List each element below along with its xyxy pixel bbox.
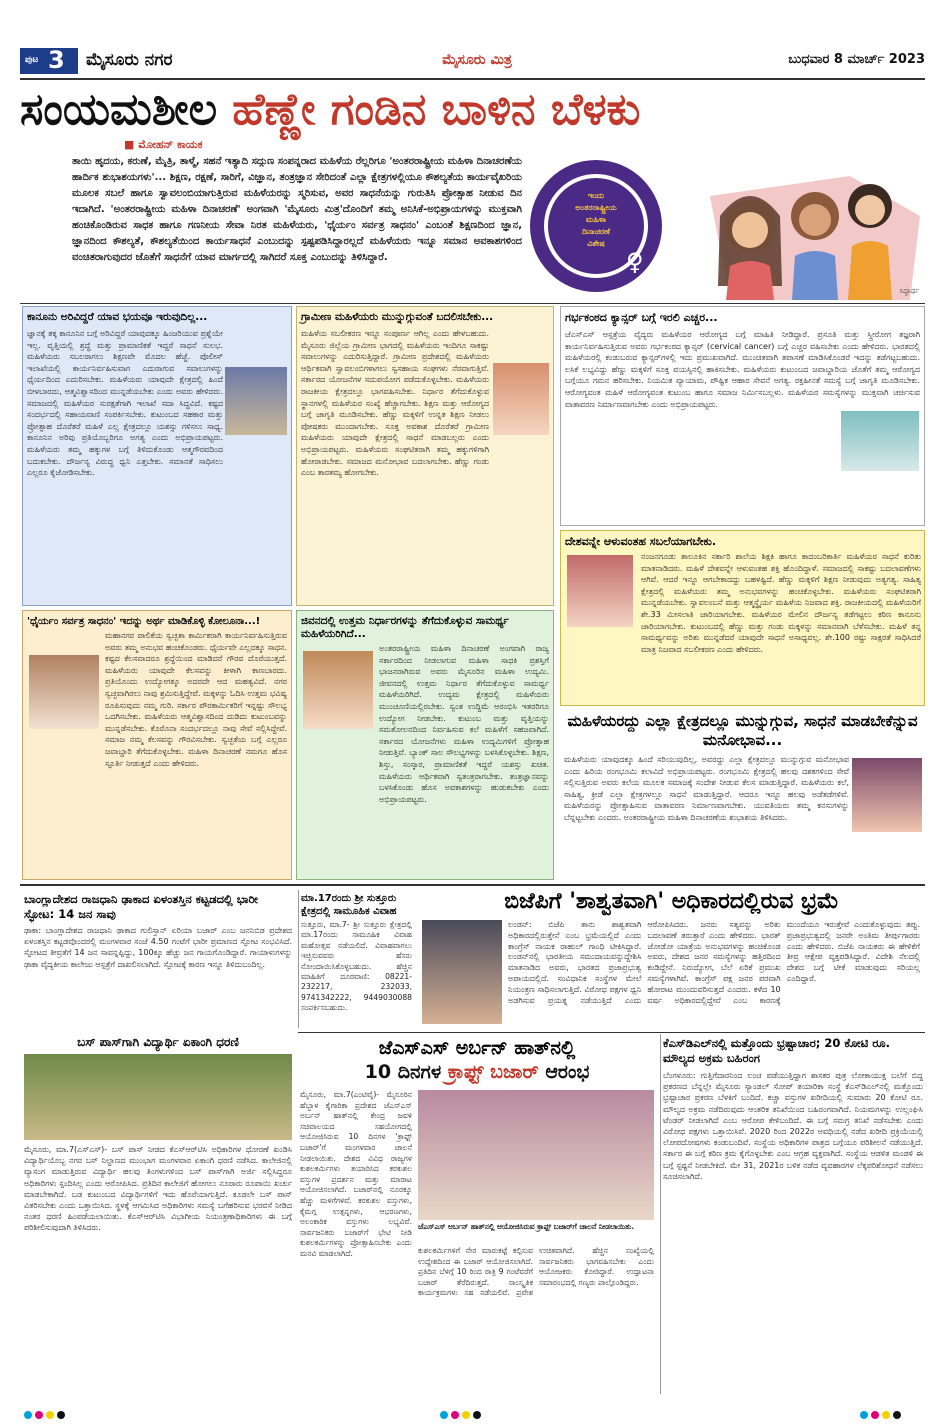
story-bjp-illusion-photo	[422, 920, 502, 1024]
story-craft-bazaar-caption: ಜೆಎಸ್‌ಎಸ್ ಅರ್ಬನ್ ಹಾತ್‌ನಲ್ಲಿ ಆಯೋಜಿಸಿರುವ ಕ್ರಾಫ್ಟ್ ಬಜಾರ್‌ಗೆ ಚಾಲನೆ ನೀಡಲಾಯಿತು.	[418, 1222, 635, 1231]
story-dhaka-blast-headline: ಬಾಂಗ್ಲಾದೇಶದ ರಾಜಧಾನಿ ಢಾಕಾದ ಏಳಂತಸ್ತಿನ ಕಟ್ಟಡದಲ್ಲಿ ಭಾರೀ ಸ್ಫೋಟ: 14 ಜನ ಸಾವು	[24, 892, 258, 921]
illustration-credit: ಸಿದ್ದಾರ್ಥ	[899, 287, 919, 295]
logo-line-3: ಮಹಿಳಾ	[585, 215, 607, 224]
byline	[124, 138, 324, 154]
story-dhaka-blast-body: ಢಾಕಾ: ಬಾಂಗ್ಲಾದೇಶದ ರಾಜಧಾನಿ ಢಾಕಾದ ಗುಲಿಸ್ತಾನ್ ಏರಿಯಾ ಬಜಾರ್ ಎಂಬ ಜನನಿಬಿಡ ಪ್ರದೇಶದ ಏಳಂತಸ್ತಿನ ಕಟ್ಟಡವೊಂದರಲ್ಲಿ ಮಂಗಳವಾರ ಸಂಜೆ 4.50 ಗಂಟೆಗೆ ಭಾರೀ ಪ್ರಮಾಣದ ಸ್ಫೋಟ ಸಂಭವಿಸಿದೆ. ಸ್ಫೋಟದ ತೀವ್ರತೆಗೆ 14 ಜನ ಸಾವನ್ನಪ್ಪಿದ್ದು, 100ಕ್ಕೂ ಹೆಚ್ಚು ಜನ ಗಾಯಗೊಂಡಿದ್ದಾರೆ. ಗಾಯಾಳುಗಳನ್ನು ಢಾಕಾ ವೈದ್ಯಕೀಯ ಕಾಲೇಜು ಆಸ್ಪತ್ರೆಗೆ ದಾಖಲಿಸಲಾಗಿದೆ. ಸ್ಫೋಟಕ್ಕೆ ಕಾರಣ ಇನ್ನೂ ತಿಳಿದುಬಂದಿಲ್ಲ.	[24, 926, 292, 969]
story-law-awareness-photo	[225, 367, 287, 435]
cyan-dot-icon	[860, 1411, 868, 1419]
story-craft-bazaar-photo	[418, 1090, 654, 1220]
black-dot-icon	[473, 1411, 481, 1419]
logo-line-2: ಅಂತರರಾಷ್ಟ್ರೀಯ	[575, 203, 617, 212]
masthead: ಮೈಸೂರು ಮಿತ್ರ	[442, 52, 512, 68]
logo-line-1: ಇಂದು	[587, 191, 605, 200]
story-craft-bazaar	[298, 1034, 656, 1394]
lead-bottom-rule	[20, 303, 925, 304]
magenta-dot-icon	[451, 1411, 459, 1419]
color-registration-marks-center	[440, 1404, 500, 1416]
story-cervical-cancer	[560, 306, 925, 526]
story-mass-marriage-body: ಸುತ್ತೂರು, ಮಾ.7- ಶ್ರೀ ಸುತ್ತೂರು ಕ್ಷೇತ್ರದಲ್ಲಿ ಮಾ.17ರಂದು ಸಾಮೂಹಿಕ ವಿವಾಹ ಮಹೋತ್ಸವ ನಡೆಯಲಿದೆ. ವಿವಾಹವಾಗಲು ಇಚ್ಛಿಸುವವರು ಹೆಸರು ನೋಂದಾಯಿಸಿಕೊಳ್ಳಬಹುದು. ಹೆಚ್ಚಿನ ಮಾಹಿತಿಗೆ ದೂರವಾಣಿ: 08221-232217, 232033, 9741342222, 9449030088 ಸಂಪರ್ಕಿಸಬಹುದು.	[301, 920, 412, 1013]
headline-10-days: 10 ದಿನಗಳ	[364, 1061, 442, 1083]
black-dot-icon	[57, 1411, 65, 1419]
yellow-dot-icon	[46, 1411, 54, 1419]
story-courage-everywhere	[22, 610, 292, 880]
page-number-badge	[20, 48, 78, 74]
logo-line-4: ದಿನಾಚರಣೆ	[582, 227, 610, 236]
logo-line-5: ವಿಶೇಷ	[587, 239, 605, 248]
yellow-dot-icon	[462, 1411, 470, 1419]
section-name: ಮೈಸೂರು ನಗರ	[86, 50, 173, 70]
story-forward-attitude-photo	[852, 758, 922, 832]
story-courage-everywhere-body: ಮಹಾನಗರ ಪಾಲಿಕೆಯ ಸ್ವಚ್ಛತಾ ಕಾರ್ಮಿಕರಾಗಿ ಕಾರ್ಯನಿರ್ವಹಿಸುತ್ತಿರುವ ಅವರು ತಮ್ಮ ಅನುಭವ ಹಂಚಿಕೊಂಡರು. ಧೈರ್ಯವೇ ಎಲ್ಲದಕ್ಕೂ ಸಾಧನ. ಕಷ್ಟದ ಕೆಲಸವಾದರೂ ಶ್ರದ್ಧೆಯಿಂದ ಮಾಡಿದರೆ ಗೌರವ ದೊರೆಯುತ್ತದೆ. ಮಹಿಳೆಯರು ಯಾವುದೇ ಕೆಲಸವನ್ನು ಕೀಳಾಗಿ ಕಾಣಬಾರದು. ಪ್ರತಿಯೊಂದು ಉದ್ಯೋಗಕ್ಕೂ ಅದರದೇ ಆದ ಮಹತ್ವವಿದೆ. ನಗರ ಸ್ವಚ್ಛವಾಗಿರಲು ನಾವು ಶ್ರಮಿಸುತ್ತಿದ್ದೇವೆ. ಮಕ್ಕಳನ್ನು ಓದಿಸಿ ಉತ್ತಮ ಭವಿಷ್ಯ ರೂಪಿಸುವುದು ನಮ್ಮ ಗುರಿ. ಸರ್ಕಾರ ಪೌರಕಾರ್ಮಿಕರಿಗೆ ಇನ್ನಷ್ಟು ಸೌಲಭ್ಯ ಒದಗಿಸಬೇಕು. ಮಹಿಳೆಯರು ಆತ್ಮವಿಶ್ವಾಸದಿಂದ ದುಡಿದು ಕುಟುಂಬವನ್ನು ಮುನ್ನಡೆಸಬೇಕು. ಕೊರೊನಾ ಸಂದರ್ಭದಲ್ಲೂ ನಾವು ಸೇವೆ ಸಲ್ಲಿಸಿದ್ದೇವೆ. ಸಮಾಜ ನಮ್ಮ ಕೆಲಸವನ್ನು ಗೌರವಿಸಬೇಕು. ಸ್ವಚ್ಛತೆಯ ಬಗ್ಗೆ ಎಲ್ಲರೂ ಜವಾಬ್ದಾರಿ ತೆಗೆದುಕೊಳ್ಳಬೇಕು. ಮಹಿಳಾ ದಿನಾಚರಣೆ ನಮಗೂ ಹೊಸ ಸ್ಫೂರ್ತಿ ನೀಡುತ್ತದೆ ಎಂದು ಹೇಳಿದರು.	[105, 631, 287, 768]
story-rural-women	[296, 306, 554, 606]
story-decision-making-body: ಅಂತರರಾಷ್ಟ್ರೀಯ ಮಹಿಳಾ ದಿನಾಚರಣೆ ಅಂಗವಾಗಿ ರಾಜ್ಯ ಸರ್ಕಾರದಿಂದ ನೀಡಲಾಗುವ ಮಹಿಳಾ ಸಾಧಕಿ ಪ್ರಶಸ್ತಿಗೆ ಭಾಜನರಾಗಿರುವ ಅವರು ಮೈಸೂರಿನ ಮಹಿಳಾ ಉದ್ಯಮಿ. ಜೀವನದಲ್ಲಿ ಉತ್ತಮ ನಿರ್ಧಾರ ತೆಗೆದುಕೊಳ್ಳುವ ಸಾಮರ್ಥ್ಯ ಮಹಿಳೆಯರಿಗಿದೆ. ಉದ್ಯಮ ಕ್ಷೇತ್ರದಲ್ಲಿ ಮಹಿಳೆಯರು ಮುಂಚೂಣಿಯಲ್ಲಿರಬೇಕು. ಸ್ವಂತ ಉದ್ದಿಮೆ ಆರಂಭಿಸಿ ಇತರರಿಗೂ ಉದ್ಯೋಗ ನೀಡಬೇಕು. ಕುಟುಂಬ ಮತ್ತು ವೃತ್ತಿಯನ್ನು ಸಮತೋಲನದಿಂದ ನಿರ್ವಹಿಸುವ ಕಲೆ ಮಹಿಳೆಗೆ ಸಹಜವಾಗಿದೆ. ಸರ್ಕಾರದ ಯೋಜನೆಗಳು ಮಹಿಳಾ ಉದ್ಯಮಿಗಳಿಗೆ ಪ್ರೋತ್ಸಾಹ ನೀಡುತ್ತಿವೆ. ಬ್ಯಾಂಕ್ ಸಾಲ ಸೌಲಭ್ಯಗಳನ್ನು ಬಳಸಿಕೊಳ್ಳಬೇಕು. ಶಿಕ್ಷಣ, ಶಿಸ್ತು, ಸಂಸ್ಕಾರ, ಪ್ರಾಮಾಣಿಕತೆ ಇದ್ದರೆ ಯಶಸ್ಸು ಖಚಿತ. ಮಹಿಳೆಯರು ಆರ್ಥಿಕವಾಗಿ ಸ್ವತಂತ್ರರಾಗಬೇಕು. ತಂತ್ರಜ್ಞಾನವನ್ನು ಬಳಸಿಕೊಂಡು ಹೊಸ ಅವಕಾಶಗಳನ್ನು ಹುಡುಕಬೇಕು ಎಂದು ಅಭಿಪ್ರಾಯಪಟ್ಟರು.	[379, 644, 549, 804]
page-header	[20, 46, 925, 76]
female-symbol-icon: ♀	[626, 248, 644, 276]
story-ksdl-scam	[660, 1034, 925, 1394]
story-rule-the-nation-photo	[567, 555, 633, 627]
black-dot-icon	[893, 1411, 901, 1419]
story-bjp-illusion-headline: ಬಿಜೆಪಿಗೆ 'ಶಾಶ್ವತವಾಗಿ' ಅಧಿಕಾರದಲ್ಲಿರುವ ಭ್ರಮೆ	[504, 889, 839, 914]
cyan-dot-icon	[24, 1411, 32, 1419]
story-forward-attitude-headline: ಮಹಿಳೆಯರದ್ದು ಎಲ್ಲಾ ಕ್ಷೇತ್ರದಲ್ಲೂ ಮುನ್ನುಗ್ಗುವ, ಸಾಧನೆ ಮಾಡಬೇಕೆನ್ನುವ ಮನೋಭಾವ...	[567, 712, 918, 749]
womens-illustration	[670, 156, 925, 300]
story-courage-everywhere-photo	[29, 655, 99, 729]
story-bus-pass-protest-body: ಮೈಸೂರು, ಮಾ.7(ಎಸ್‌ಎಸ್)- ಬಸ್ ಪಾಸ್ ನೀಡದ ಕೆಎಸ್‌ಆರ್‌ಟಿಸಿ ಅಧಿಕಾರಿಗಳ ಧೋರಣೆ ಖಂಡಿಸಿ ವಿದ್ಯಾರ್ಥಿಯೊಬ್ಬ ನಗರ ಬಸ್ ನಿಲ್ದಾಣದ ಮುಂಭಾಗ ಮಂಗಳವಾರ ಏಕಾಂಗಿ ಧರಣಿ ನಡೆಸಿದ. ಕಾಲೇಜಿನಲ್ಲಿ ವ್ಯಾಸಂಗ ಮಾಡುತ್ತಿರುವ ವಿದ್ಯಾರ್ಥಿ ಹಲವು ತಿಂಗಳುಗಳಿಂದ ಬಸ್ ಪಾಸ್‌ಗಾಗಿ ಅರ್ಜಿ ಸಲ್ಲಿಸಿದ್ದರೂ ಅಧಿಕಾರಿಗಳು ಸ್ಪಂದಿಸಿಲ್ಲ ಎಂದು ಆರೋಪಿಸಿದ. ಪ್ರತಿದಿನ ಕಾಲೇಜಿಗೆ ಹೋಗಲು ನೂರಾರು ರೂಪಾಯಿ ಖರ್ಚು ಮಾಡಬೇಕಾಗಿದೆ. ಬಡ ಕುಟುಂಬದ ವಿದ್ಯಾರ್ಥಿಗಳಿಗೆ ಇದು ಹೊರೆಯಾಗುತ್ತಿದೆ. ಕೂಡಲೇ ಬಸ್ ಪಾಸ್ ವಿತರಿಸಬೇಕು ಎಂದು ಒತ್ತಾಯಿಸಿದ. ಸ್ಥಳಕ್ಕೆ ಆಗಮಿಸಿದ ಅಧಿಕಾರಿಗಳು ಸಮಸ್ಯೆ ಬಗೆಹರಿಸುವ ಭರವಸೆ ನೀಡಿದ ನಂತರ ಧರಣಿ ಹಿಂಪಡೆಯಲಾಯಿತು. ಕೆಎಸ್‌ಆರ್‌ಟಿಸಿ ವಿಭಾಗೀಯ ನಿಯಂತ್ರಣಾಧಿಕಾರಿಗಳು ಈ ಬಗ್ಗೆ ಪರಿಶೀಲಿಸುವುದಾಗಿ ತಿಳಿಸಿದರು.	[24, 1145, 292, 1233]
story-courage-everywhere-headline: 'ಧೈರ್ಯಂ ಸರ್ವತ್ರ ಸಾಧನಂ' ಇದನ್ನು ಅರ್ಥ ಮಾಡಿಕೊಳ್ಳಿ ಕೋಲೂನಾ...!	[27, 616, 261, 627]
story-craft-bazaar-body-right: ಕುಶಲಕರ್ಮಿಗಳಿಗೆ ನೇರ ಮಾರುಕಟ್ಟೆ ಕಲ್ಪಿಸುವ ಉದ್ದೇಶದಿಂದ ಈ ಬಜಾರ್ ಆಯೋಜಿಸಲಾಗಿದೆ. ಪ್ರತಿದಿನ ಬೆಳಿಗ್ಗೆ 10 ರಿಂದ ರಾತ್ರಿ 9 ಗಂಟೆವರೆಗೆ ಬಜಾರ್ ತೆರೆದಿರುತ್ತದೆ. ಸಾಂಸ್ಕೃತಿಕ ಕಾರ್ಯಕ್ರಮಗಳು ಸಹ ನಡೆಯಲಿವೆ. ಪ್ರವೇಶ ಉಚಿತವಾಗಿದೆ. ಹೆಚ್ಚಿನ ಸಂಖ್ಯೆಯಲ್ಲಿ ಸಾರ್ವಜನಿಕರು ಭಾಗವಹಿಸಬೇಕು ಎಂದು ಆಯೋಜಕರು ಕೋರಿದ್ದಾರೆ. ಉದ್ಘಾಟನಾ ಸಮಾರಂಭದಲ್ಲಿ ಗಣ್ಯರು ಪಾಲ್ಗೊಂಡಿದ್ದರು.	[418, 1246, 654, 1298]
story-rural-women-photo	[493, 363, 549, 435]
story-mass-marriage-headline: ಮಾ.17ರಂದು ಶ್ರೀ ಸುತ್ತೂರು ಕ್ಷೇತ್ರದಲ್ಲಿ ಸಾಮೂಹಿಕ ವಿವಾಹ	[301, 893, 397, 917]
story-rule-the-nation	[560, 530, 925, 706]
headline-begins: ಆರಂಭ	[545, 1061, 590, 1083]
story-craft-bazaar-headline-2	[300, 1060, 654, 1084]
story-decision-making-headline: ಜಿವನದಲ್ಲಿ ಉತ್ತಮ ನಿರ್ಧಾರಗಳನ್ನು ತೆಗೆದುಕೊಳ್ಳುವ ಸಾಮರ್ಥ್ಯ ಮಹಿಳೆಯರಿಗಿದೆ...	[301, 615, 509, 640]
story-law-awareness-body: ಜ್ಞಾನಕ್ಕೆ ತಕ್ಕ ಕಾನೂನಿನ ಬಗ್ಗೆ ಅರಿವಿದ್ದರೆ ಯಾವುದಕ್ಕೂ ಹಿಂಜರಿಯುವ ಪ್ರಶ್ನೆಯೇ ಇಲ್ಲ. ವೃತ್ತಿಯಲ್ಲಿ ಶ್ರದ್ಧೆ ಮತ್ತು ಪ್ರಾಮಾಣಿಕತೆ ಇದ್ದರೆ ಸಾಧನೆ ಸುಲಭ. ಮಹಿಳೆಯರು ಸಬಲರಾಗಲು ಶಿಕ್ಷಣವೇ ಮೊದಲ ಹೆಜ್ಜೆ. ಪೊಲೀಸ್ ಇಲಾಖೆಯಲ್ಲಿ ಕಾರ್ಯನಿರ್ವಹಿಸುವಾಗ ಎದುರಾಗುವ ಸವಾಲುಗಳನ್ನು ಧೈರ್ಯದಿಂದ ಎದುರಿಸಬೇಕು. ಮಹಿಳೆಯರು ಯಾವುದೇ ಕ್ಷೇತ್ರದಲ್ಲಿ ಹಿಂದೆ ಬೀಳಬಾರದು, ಆತ್ಮವಿಶ್ವಾಸದಿಂದ ಮುನ್ನಡೆಯಬೇಕು ಎಂದು ಅವರು ಹೇಳಿದರು. ಸಮಾಜದಲ್ಲಿ ಮಹಿಳೆಯರ ಸುರಕ್ಷತೆಗಾಗಿ ಇಲಾಖೆ ಸದಾ ಸಿದ್ಧವಿದೆ. ಕಷ್ಟದ ಸಂದರ್ಭದಲ್ಲಿ ಸಹಾಯವಾಣಿ ಸಂಪರ್ಕಿಸಬೇಕು. ಕುಟುಂಬದ ಸಹಕಾರ ಮತ್ತು ಪ್ರೋತ್ಸಾಹ ದೊರೆತರೆ ಮಹಿಳೆ ಎಲ್ಲ ಕ್ಷೇತ್ರದಲ್ಲೂ ಯಶಸ್ಸು ಗಳಿಸಲು ಸಾಧ್ಯ. ಕಾನೂನಿನ ಅರಿವು ಪ್ರತಿಯೊಬ್ಬರಿಗೂ ಅಗತ್ಯ ಎಂದು ಅಭಿಪ್ರಾಯಪಟ್ಟರು. ಮಹಿಳೆಯರು ತಮ್ಮ ಹಕ್ಕುಗಳ ಬಗ್ಗೆ ತಿಳಿದುಕೊಂಡು ಆತ್ಮಗೌರವದಿಂದ ಬದುಕಬೇಕು. ದೌರ್ಜನ್ಯ ವಿರುದ್ಧ ಧ್ವನಿ ಎತ್ತಬೇಕು. ಸಮಾನತೆ ಸಾಧಿಸಲು ಎಲ್ಲರೂ ಕೈಜೋಡಿಸಬೇಕು.	[27, 329, 223, 478]
story-law-awareness	[22, 306, 292, 606]
story-cervical-cancer-photo	[841, 411, 919, 471]
magenta-dot-icon	[871, 1411, 879, 1419]
magenta-dot-icon	[35, 1411, 43, 1419]
story-rural-women-body: ಮಹಿಳೆಯ ಸಬಲೀಕರಣ ಇನ್ನೂ ಸಂಪೂರ್ಣ ಆಗಿಲ್ಲ ಎಂದು ಹೇಳಬಹುದು. ಮೈಸೂರು ಜಿಲ್ಲೆಯ ಗ್ರಾಮೀಣ ಭಾಗದಲ್ಲಿ ಮಹಿಳೆಯರು ಇಂದಿಗೂ ಸಾಕಷ್ಟು ಸವಾಲುಗಳನ್ನು ಎದುರಿಸುತ್ತಿದ್ದಾರೆ. ಗ್ರಾಮೀಣ ಪ್ರದೇಶದಲ್ಲಿ ಮಹಿಳೆಯರು ಆರ್ಥಿಕವಾಗಿ ಸ್ವಾವಲಂಬಿಗಳಾಗಲು ಸ್ವಸಹಾಯ ಸಂಘಗಳು ನೆರವಾಗುತ್ತಿವೆ. ಸರ್ಕಾರದ ಯೋಜನೆಗಳ ಸದುಪಯೋಗ ಪಡೆದುಕೊಳ್ಳಬೇಕು. ಮಹಿಳೆಯರು ರಾಜಕೀಯ ಕ್ಷೇತ್ರದಲ್ಲೂ ಭಾಗವಹಿಸಬೇಕು. ನಿರ್ಧಾರ ತೆಗೆದುಕೊಳ್ಳುವ ಸ್ಥಾನಗಳಲ್ಲಿ ಮಹಿಳೆಯರ ಸಂಖ್ಯೆ ಹೆಚ್ಚಾಗಬೇಕು. ಶಿಕ್ಷಣ ಮತ್ತು ಆರೋಗ್ಯದ ಬಗ್ಗೆ ಜಾಗೃತಿ ಮೂಡಿಸಬೇಕು. ಹೆಣ್ಣು ಮಕ್ಕಳಿಗೆ ಉನ್ನತ ಶಿಕ್ಷಣ ನೀಡಲು ಪೋಷಕರು ಮುಂದಾಗಬೇಕು. ಸೂಕ್ತ ಅವಕಾಶ ದೊರೆತರೆ ಗ್ರಾಮೀಣ ಮಹಿಳೆಯರು ಯಾವುದೇ ಕ್ಷೇತ್ರದಲ್ಲಿ ಸಾಧನೆ ಮಾಡಬಲ್ಲರು ಎಂದು ಅಭಿಪ್ರಾಯಪಟ್ಟರು. ಮಹಿಳೆಯರು ಸಂಘಟಿತರಾಗಿ ತಮ್ಮ ಹಕ್ಕುಗಳಿಗಾಗಿ ಹೋರಾಡಬೇಕು. ಸಮಾಜದ ಮನೋಭಾವ ಬದಲಾಗಬೇಕು. ಹೆಣ್ಣು ಗಂಡು ಎಂಬ ತಾರತಮ್ಯ ಹೋಗಬೇಕು.	[301, 329, 489, 478]
lead-headline-part1: ಸಂಯಮಶೀಲ	[20, 84, 218, 135]
story-forward-attitude	[560, 708, 925, 880]
lead-intro: ತಾಯಿ ಹೃದಯ, ಕರುಣೆ, ಮೈತ್ರಿ, ತಾಳ್ಮೆ, ಸಹನೆ ಇತ್ಯಾದಿ ಸದ್ಗುಣ ಸಂಪನ್ನರಾದ ಮಹಿಳೆಯ ರೆಲ್ಲರಿಗೂ 'ಅಂತರರಾಷ್ಟ್ರೀಯ ಮಹಿಳಾ ದಿನಾಚರಣೆಯ ಹಾರ್ದಿಕ ಶುಭಾಶಯಗಳು'... ಶಿಕ್ಷಣ, ರಕ್ಷಣೆ, ಸಾರಿಗೆ, ವಿಜ್ಞಾನ, ತಂತ್ರಜ್ಞಾನ ಸೇರಿದಂತೆ ಎಲ್ಲಾ ಕ್ಷೇತ್ರಗಳಲ್ಲಿಯೂ ಕೌಶಲ್ಯತೆಯ ಕಾರ್ಯವೈಖರಿಯ ಮೂಲಕ ಸಬಲೆ ಹಾಗೂ ಸ್ವಾವಲಂಬಿಯಾಗುತ್ತಿರುವ ಮಹಿಳೆಯರನ್ನು ಸ್ಮರಿಸುವ, ಅವರ ಸಾಧನೆಯನ್ನು ಗುರುತಿಸಿ ಪ್ರೋತ್ಸಾಹ ನೀಡುವ ದಿನ ಇದಾಗಿದೆ. 'ಅಂತರರಾಷ್ಟ್ರೀಯ ಮಹಿಳಾ ದಿನಾಚರಣೆ' ಅಂಗವಾಗಿ 'ಮೈಸೂರು ಮಿತ್ರ'ದೊಂದಿಗೆ ತಮ್ಮ ಅನಿಸಿಕೆ-ಅಭಿಪ್ರಾಯಗಳನ್ನು ಮುಕ್ತವಾಗಿ ಹಂಚಿಕೊಂಡಿರುವ ಸಾಧಕ ಹಾಗೂ ಗಣನೀಯ ಸೇವಾ ನಿರತ ಮಹಿಳೆಯರು, 'ಧೈರ್ಯಂ ಸರ್ವತ್ರ ಸಾಧನಂ' ಎಂಬಂತೆ ಶಿಕ್ಷಣದಿಂದ ಜ್ಞಾನ, ಜ್ಞಾನದಿಂದ ಕೌಶಲ್ಯತೆ, ಕೌಶಲ್ಯತೆಯಿಂದ ಕಾರ್ಯಸಾಧನೆ ಎಂಬುದನ್ನು ಸ್ಪಷ್ಟಪಡಿಸಿದ್ದಾರಲ್ಲದೆ ಮಹಿಳೆಯರು ಇನ್ನೂ ಸಮಾನ ಅವಕಾಶಗಳಿಂದ ವಂಚಿತರಾಗುವುದರ ಜೊತೆಗೆ ಸಾಧನೆಗೆ ಯಾವ ಮಾರ್ಗದಲ್ಲಿ ಸಾಗಿದರೆ ಸೂಕ್ತ ಎಂಬುದನ್ನು ತಿಳಿಸಿದ್ದಾರೆ.	[72, 156, 522, 263]
story-decision-making	[296, 610, 554, 880]
story-mass-marriage	[298, 890, 414, 1028]
story-rural-women-headline: ಗ್ರಾಮೀಣ ಮಹಿಳೆಯರು ಮುನ್ನುಗ್ಗುವಂತೆ ಬದಲಿಸಬೇಕು...	[301, 311, 494, 323]
story-bus-pass-protest	[22, 1032, 294, 1392]
header-rule	[20, 78, 925, 80]
lead-headline	[20, 82, 925, 138]
story-rule-the-nation-body: ನಂಜನಗೂಡು ತಾಲೂಕಿನ ಸರ್ಕಾರಿ ಶಾಲೆಯ ಶಿಕ್ಷಕಿ ಹಾಗೂ ಕಾದಂಬರಿಕಾರ್ತಿ ಮಹಿಳೆಯರ ಸಾಧನೆ ಕುರಿತು ಮಾತನಾಡಿದರು. ಮಹಿಳೆ ದೇಶವನ್ನೇ ಆಳುವಂತಹ ಶಕ್ತಿ ಹೊಂದಿದ್ದಾಳೆ. ಸಮಾಜದಲ್ಲಿ ಸಾಕಷ್ಟು ಬದಲಾವಣೆಗಳು ಆಗಿವೆ. ಆದರೆ ಇನ್ನೂ ಆಗಬೇಕಾದದ್ದು ಬಹಳಷ್ಟಿದೆ. ಹೆಣ್ಣು ಮಕ್ಕಳಿಗೆ ಶಿಕ್ಷಣ ನೀಡುವುದು ಅತ್ಯಗತ್ಯ. ಸಾಹಿತ್ಯ ಕ್ಷೇತ್ರದಲ್ಲಿ ಮಹಿಳೆಯರು ತಮ್ಮ ಅನುಭವಗಳನ್ನು ಹಂಚಿಕೊಳ್ಳಬೇಕು. ಮಹಿಳೆಯರು ಸಂಘಟಿತರಾಗಿ ಮುನ್ನಡೆಯಬೇಕು. ಸ್ವಾವಲಂಬನೆ ಮತ್ತು ಆತ್ಮಸ್ಥೈರ್ಯ ಮಹಿಳೆಯ ನಿಜವಾದ ಶಕ್ತಿ. ರಾಜಕೀಯದಲ್ಲಿ ಮಹಿಳೆಯರಿಗೆ ಶೇ.33 ಮೀಸಲಾತಿ ಜಾರಿಯಾಗಬೇಕು. ಮಹಿಳೆಯರ ಮೇಲಿನ ದೌರ್ಜನ್ಯ ತಡೆಗಟ್ಟಲು ಕಠಿಣ ಕಾನೂನು ಜಾರಿಯಾಗಬೇಕು. ಕುಟುಂಬದಲ್ಲಿ ಹೆಣ್ಣು ಮತ್ತು ಗಂಡು ಮಕ್ಕಳನ್ನು ಸಮಾನವಾಗಿ ಬೆಳೆಸಬೇಕು. ಮಹಿಳೆ ತನ್ನ ಸಾಮರ್ಥ್ಯವನ್ನು ಅರಿತು ಮುನ್ನಡೆದರೆ ಯಾವುದೇ ಸಾಧನೆ ಅಸಾಧ್ಯವಲ್ಲ. ಶೇ.100 ರಷ್ಟು ಸಾಕ್ಷರತೆ ಸಾಧಿಸಿದರೆ ಮಾತ್ರ ನಿಜವಾದ ಸಬಲೀಕರಣ ಎಂದು ಹೇಳಿದರು.	[641, 552, 921, 654]
lead-headline-part2: ಹೆಣ್ಣೇ ಗಂಡಿನ ಬಾಳಿನ ಬೆಳಕು	[232, 84, 641, 135]
story-bus-pass-protest-photo	[24, 1054, 292, 1140]
cyan-dot-icon	[440, 1411, 448, 1419]
story-bus-pass-protest-headline: ಬಸ್ ಪಾಸ್‌ಗಾಗಿ ವಿದ್ಯಾರ್ಥಿ ಏಕಾಂಗಿ ಧರಣಿ	[77, 1035, 239, 1049]
story-ksdl-scam-body: ಬೆಂಗಳೂರು: ಗುತ್ತಿಗೆದಾರನಿಂದ ಲಂಚ ಪಡೆಯುತ್ತಿದ್ದಾಗ ಶಾಸಕರ ಪುತ್ರ ಲೋಕಾಯುಕ್ತ ಬಲೆಗೆ ಬಿದ್ದ ಪ್ರಕರಣದ ಬೆನ್ನಲ್ಲೇ ಮೈಸೂರು ಸ್ಯಾಂಡಲ್ ಸೋಪ್ ತಯಾರಿಕಾ ಸಂಸ್ಥೆ ಕೆಎಸ್‌ಡಿಎಲ್‌ನಲ್ಲಿ ಮತ್ತೊಂದು ಭ್ರಷ್ಟಾಚಾರ ಪ್ರಕರಣ ಬೆಳಕಿಗೆ ಬಂದಿದೆ. ಕಚ್ಚಾ ವಸ್ತುಗಳ ಖರೀದಿಯಲ್ಲಿ ಸುಮಾರು 20 ಕೋಟಿ ರೂ. ಮೌಲ್ಯದ ಅಕ್ರಮ ನಡೆದಿರುವುದು ಆಂತರಿಕ ತನಿಖೆಯಿಂದ ಬಹಿರಂಗವಾಗಿದೆ. ನಿಯಮಗಳನ್ನು ಉಲ್ಲಂಘಿಸಿ ಟೆಂಡರ್ ನೀಡಲಾಗಿದೆ ಎಂಬ ಆರೋಪ ಕೇಳಿಬಂದಿದೆ. ಈ ಬಗ್ಗೆ ಸಮಗ್ರ ತನಿಖೆ ನಡೆಸಬೇಕು ಎಂದು ವಿರೋಧ ಪಕ್ಷಗಳು ಒತ್ತಾಯಿಸಿವೆ. 2020 ರಿಂದ 2022ರ ಅವಧಿಯಲ್ಲಿ ನಡೆದ ಖರೀದಿ ಪ್ರಕ್ರಿಯೆಯಲ್ಲಿ ಲೋಪದೋಷಗಳು ಕಂಡುಬಂದಿವೆ. ಸಂಸ್ಥೆಯ ಅಧಿಕಾರಿಗಳ ಪಾತ್ರದ ಬಗ್ಗೆಯೂ ಪರಿಶೀಲನೆ ನಡೆಯುತ್ತಿದೆ. ಸರ್ಕಾರ ಈ ಬಗ್ಗೆ ಕಠಿಣ ಕ್ರಮ ಕೈಗೊಳ್ಳಬೇಕು ಎಂಬ ಆಗ್ರಹ ವ್ಯಕ್ತವಾಗಿದೆ. ಸಂಸ್ಥೆಯ ಆಡಳಿತ ಮಂಡಳಿ ಈ ಬಗ್ಗೆ ಸ್ಪಷ್ಟನೆ ನೀಡಬೇಕಿದೆ. ಮೇ 31, 2021ರ ಬಳಿಕ ನಡೆದ ವ್ಯವಹಾರಗಳ ಲೆಕ್ಕಪರಿಶೋಧನೆ ನಡೆಸಲು ಸೂಚಿಸಲಾಗಿದೆ.	[663, 1071, 923, 1181]
byline-name: ಮೋಹನ್ ಕಾಯಕ	[138, 138, 203, 151]
color-registration-marks-right	[860, 1404, 920, 1416]
color-registration-marks-left	[24, 1404, 84, 1416]
headline-craft-bazaar: ಕ್ರಾಫ್ಟ್ ಬಜಾರ್	[447, 1061, 539, 1083]
story-rule-the-nation-headline: ದೇಶವನ್ನೇ ಆಳುವಂತಹ ಸಬಲೆಯಾಗಬೇಕು.	[565, 535, 717, 548]
story-dhaka-blast	[22, 890, 294, 1030]
lower-rule	[298, 1032, 925, 1033]
story-decision-making-photo	[303, 651, 373, 729]
story-bjp-illusion	[418, 886, 925, 1030]
page-label: ಪುಟ	[25, 55, 39, 65]
story-craft-bazaar-headline-1: ಜೆಎಸ್‌ಎಸ್ ಅರ್ಬನ್ ಹಾತ್‌ನಲ್ಲಿ	[378, 1037, 576, 1059]
story-craft-bazaar-body-left: ಮೈಸೂರು, ಮಾ.7(ಎಂಟಿವೈ)- ಮೈಸೂರಿನ ಹೆಬ್ಬಾಳ ಕೈಗಾರಿಕಾ ಪ್ರದೇಶದ ಜೆಎಸ್‌ಎಸ್ ಅರ್ಬನ್ ಹಾತ್‌ನಲ್ಲಿ ಕೇಂದ್ರ ಜವಳಿ ಸಚಿವಾಲಯದ ಸಹಯೋಗದಲ್ಲಿ ಆಯೋಜಿಸಿರುವ 10 ದಿನಗಳ 'ಕ್ರಾಫ್ಟ್ ಬಜಾರ್'ಗೆ ಮಂಗಳವಾರ ಚಾಲನೆ ನೀಡಲಾಯಿತು. ದೇಶದ ವಿವಿಧ ರಾಜ್ಯಗಳ ಕುಶಲಕರ್ಮಿಗಳು ತಯಾರಿಸಿದ ಕರಕುಶಲ ವಸ್ತುಗಳ ಪ್ರದರ್ಶನ ಮತ್ತು ಮಾರಾಟ ಆಯೋಜಿಸಲಾಗಿದೆ. ಬಜಾರ್‌ನಲ್ಲಿ ನೂರಕ್ಕೂ ಹೆಚ್ಚು ಮಳಿಗೆಗಳಿವೆ. ಕರಕುಶಲ ವಸ್ತುಗಳು, ಕೈಮಗ್ಗ ಉತ್ಪನ್ನಗಳು, ಆಭರಣಗಳು, ಅಲಂಕಾರಿಕ ವಸ್ತುಗಳು ಲಭ್ಯವಿವೆ. ಸಾರ್ವಜನಿಕರು ಬಜಾರ್‌ಗೆ ಭೇಟಿ ನೀಡಿ ಕುಶಲಕರ್ಮಿಗಳನ್ನು ಪ್ರೋತ್ಸಾಹಿಸಬೇಕು ಎಂದು ಮನವಿ ಮಾಡಲಾಗಿದೆ.	[300, 1090, 412, 1258]
story-law-awareness-headline: ಕಾನೂನು ಅರಿವಿದ್ದರೆ ಯಾವ ಭಯವೂ ಇರುವುದಿಲ್ಲ...	[27, 311, 208, 323]
womens-day-logo	[530, 160, 662, 292]
story-forward-attitude-body: ಮಹಿಳೆಯರು ಯಾವುದಕ್ಕೂ ಹಿಂದೆ ಸರಿಯುವುದಿಲ್ಲ, ಅವರದ್ದು ಎಲ್ಲಾ ಕ್ಷೇತ್ರದಲ್ಲೂ ಮುನ್ನುಗ್ಗುವ ಮನೋಭಾವ ಎಂದು ಹಿರಿಯ ರಂಗಭೂಮಿ ಕಲಾವಿದೆ ಅಭಿಪ್ರಾಯಪಟ್ಟರು. ರಂಗಭೂಮಿ ಕ್ಷೇತ್ರದಲ್ಲಿ ಹಲವು ದಶಕಗಳಿಂದ ಸೇವೆ ಸಲ್ಲಿಸುತ್ತಿರುವ ಅವರು ಕಲೆಯ ಮೂಲಕ ಸಮಾಜಕ್ಕೆ ಸಂದೇಶ ನೀಡುವ ಕೆಲಸ ಮಾಡುತ್ತಿದ್ದಾರೆ. ಮಹಿಳೆಯರು ಕಲೆ, ಸಾಹಿತ್ಯ, ಕ್ರೀಡೆ ಎಲ್ಲಾ ಕ್ಷೇತ್ರಗಳಲ್ಲೂ ಸಾಧನೆ ಮಾಡುತ್ತಿದ್ದಾರೆ. ಆದರೂ ಇನ್ನೂ ಹಲವು ಅಡೆತಡೆಗಳಿವೆ. ಮಹಿಳೆಯರನ್ನು ಪ್ರೋತ್ಸಾಹಿಸುವ ವಾತಾವರಣ ನಿರ್ಮಾಣವಾಗಬೇಕು. ಯುವತಿಯರು ತಮ್ಮ ಕನಸುಗಳನ್ನು ಬೆನ್ನಟ್ಟಬೇಕು ಎಂದರು. ಅಂತರರಾಷ್ಟ್ರೀಯ ಮಹಿಳಾ ದಿನಾಚರಣೆಯ ಶುಭಾಶಯ ತಿಳಿಸಿದರು.	[564, 755, 849, 822]
women-faces-illustration	[670, 156, 925, 300]
byline-bullet-icon: ■	[124, 138, 139, 151]
page-number: 3	[48, 46, 65, 74]
story-ksdl-scam-headline: ಕೆಎಸ್‌ಡಿಎಲ್‌ನಲ್ಲಿ ಮತ್ತೊಂದು ಭ್ರಷ್ಟಾಚಾರ; 20 ಕೋಟಿ ರೂ. ಮೌಲ್ಯದ ಅಕ್ರಮ ಬಹಿರಂಗ	[663, 1036, 890, 1065]
story-cervical-cancer-body: ಜೆಎಸ್‌ಎಸ್ ಆಸ್ಪತ್ರೆಯ ವೈದ್ಯರು ಮಹಿಳೆಯರ ಆರೋಗ್ಯದ ಬಗ್ಗೆ ಮಾಹಿತಿ ನೀಡಿದ್ದಾರೆ. ಪ್ರಸೂತಿ ಮತ್ತು ಸ್ತ್ರೀರೋಗ ತಜ್ಞರಾಗಿ ಕಾರ್ಯನಿರ್ವಹಿಸುತ್ತಿರುವ ಅವರು ಗರ್ಭಕಂಠದ ಕ್ಯಾನ್ಸರ್ (cervical cancer) ಬಗ್ಗೆ ಎಚ್ಚರ ವಹಿಸಬೇಕು ಎಂದು ಹೇಳಿದರು. ಭಾರತದಲ್ಲಿ ಮಹಿಳೆಯರಲ್ಲಿ ಕಂಡುಬರುವ ಕ್ಯಾನ್ಸರ್‌ಗಳಲ್ಲಿ ಇದು ಪ್ರಮುಖವಾಗಿದೆ. ಮುಂಚಿತವಾಗಿ ತಪಾಸಣೆ ಮಾಡಿಸಿಕೊಂಡರೆ ಇದನ್ನು ತಡೆಗಟ್ಟಬಹುದು. ಲಸಿಕೆ ಲಭ್ಯವಿದ್ದು ಹೆಣ್ಣು ಮಕ್ಕಳಿಗೆ ಸೂಕ್ತ ವಯಸ್ಸಿನಲ್ಲಿ ಹಾಕಿಸಬೇಕು. ಮಹಿಳೆಯರು ಕುಟುಂಬದ ಜವಾಬ್ದಾರಿಯ ಜೊತೆಗೆ ತಮ್ಮ ಆರೋಗ್ಯದ ಬಗ್ಗೆಯೂ ಗಮನ ಹರಿಸಬೇಕು. ನಿಯಮಿತ ವ್ಯಾಯಾಮ, ಪೌಷ್ಟಿಕ ಆಹಾರ ಸೇವನೆ ಅಗತ್ಯ. ರಕ್ತಹೀನತೆ ಸಮಸ್ಯೆ ಬಗ್ಗೆ ಜಾಗೃತಿ ಮೂಡಿಸಬೇಕು. ಆರೋಗ್ಯವಂತ ಮಹಿಳೆ ಆರೋಗ್ಯವಂತ ಕುಟುಂಬ ಹಾಗೂ ಸಮಾಜ ನಿರ್ಮಿಸಬಲ್ಲಳು. ಮಹಿಳೆಯರ ಸಮಸ್ಯೆಗಳನ್ನು ಮುಕ್ತವಾಗಿ ಚರ್ಚಿಸುವ ವಾತಾವರಣ ನಿರ್ಮಾಣವಾಗಬೇಕು ಎಂದು ಅಭಿಪ್ರಾಯಪಟ್ಟರು.	[565, 330, 920, 409]
story-bjp-illusion-body: ಲಂಡನ್: ಬಿಜೆಪಿ ತಾನು ಶಾಶ್ವತವಾಗಿ ಅಧಿಕಾರದಲ್ಲಿರುತ್ತೇನೆ ಎಂಬ ಭ್ರಮೆಯಲ್ಲಿದೆ ಎಂದು ಕಾಂಗ್ರೆಸ್ ನಾಯಕ ರಾಹುಲ್ ಗಾಂಧಿ ಟೀಕಿಸಿದ್ದಾರೆ. ಲಂಡನ್‌ನಲ್ಲಿ ಭಾರತೀಯ ಸಮುದಾಯವನ್ನುದ್ದೇಶಿಸಿ ಮಾತನಾಡಿದ ಅವರು, ಭಾರತದ ಪ್ರಜಾಪ್ರಭುತ್ವ ಅಪಾಯದಲ್ಲಿದೆ. ಸಂವಿಧಾನಿಕ ಸಂಸ್ಥೆಗಳ ಮೇಲೆ ನಿಯಂತ್ರಣ ಸಾಧಿಸಲಾಗುತ್ತಿದೆ. ವಿರೋಧ ಪಕ್ಷಗಳ ಧ್ವನಿ ಅಡಗಿಸುವ ಪ್ರಯತ್ನ ನಡೆಯುತ್ತಿದೆ ಎಂದು ಆರೋಪಿಸಿದರು. ಜನರು ಸತ್ಯವನ್ನು ಅರಿತು ಬದಲಾವಣೆ ತರುತ್ತಾರೆ ಎಂದು ಹೇಳಿದರು. ಭಾರತ್ ಜೋಡೋ ಯಾತ್ರೆಯ ಅನುಭವಗಳನ್ನು ಹಂಚಿಕೊಂಡ ಅವರು, ದೇಶದ ಜನರ ಸಮಸ್ಯೆಗಳನ್ನು ಹತ್ತಿರದಿಂದ ಕಂಡಿದ್ದೇನೆ. ನಿರುದ್ಯೋಗ, ಬೆಲೆ ಏರಿಕೆ ಪ್ರಮುಖ ಸಮಸ್ಯೆಗಳಾಗಿವೆ. ಕಾಂಗ್ರೆಸ್ ಪಕ್ಷ ಜನರ ಪರವಾಗಿ ಹೋರಾಟ ಮುಂದುವರಿಸುತ್ತದೆ ಎಂದರು. ಕಳೆದ 10 ವರ್ಷ ಅಧಿಕಾರದಲ್ಲಿದ್ದೇವೆ ಎಂಬ ಕಾರಣಕ್ಕೆ ಮುಂದೆಯೂ ಇರುತ್ತೇವೆ ಎಂದುಕೊಳ್ಳುವುದು ತಪ್ಪು. ಪ್ರಜಾಪ್ರಭುತ್ವದಲ್ಲಿ ಜನರೇ ಅಂತಿಮ ತೀರ್ಪುಗಾರರು ಎಂದು ಹೇಳಿದರು. ಬಿಜೆಪಿ ನಾಯಕರು ಈ ಹೇಳಿಕೆಗೆ ತೀವ್ರ ಆಕ್ಷೇಪ ವ್ಯಕ್ತಪಡಿಸಿದ್ದಾರೆ. ವಿದೇಶಿ ನೆಲದಲ್ಲಿ ದೇಶದ ಬಗ್ಗೆ ಟೀಕೆ ಮಾಡುವುದು ಸರಿಯಲ್ಲ ಎಂದಿದ್ದಾರೆ.	[508, 920, 920, 1005]
edition-date: ಬುಧವಾರ 8 ಮಾರ್ಚ್ 2023	[788, 52, 925, 67]
yellow-dot-icon	[882, 1411, 890, 1419]
story-cervical-cancer-headline: ಗರ್ಭಕಂಠದ ಕ್ಯಾನ್ಸರ್ ಬಗ್ಗೆ ಇರಲಿ ಎಚ್ಚರ...	[565, 311, 718, 324]
